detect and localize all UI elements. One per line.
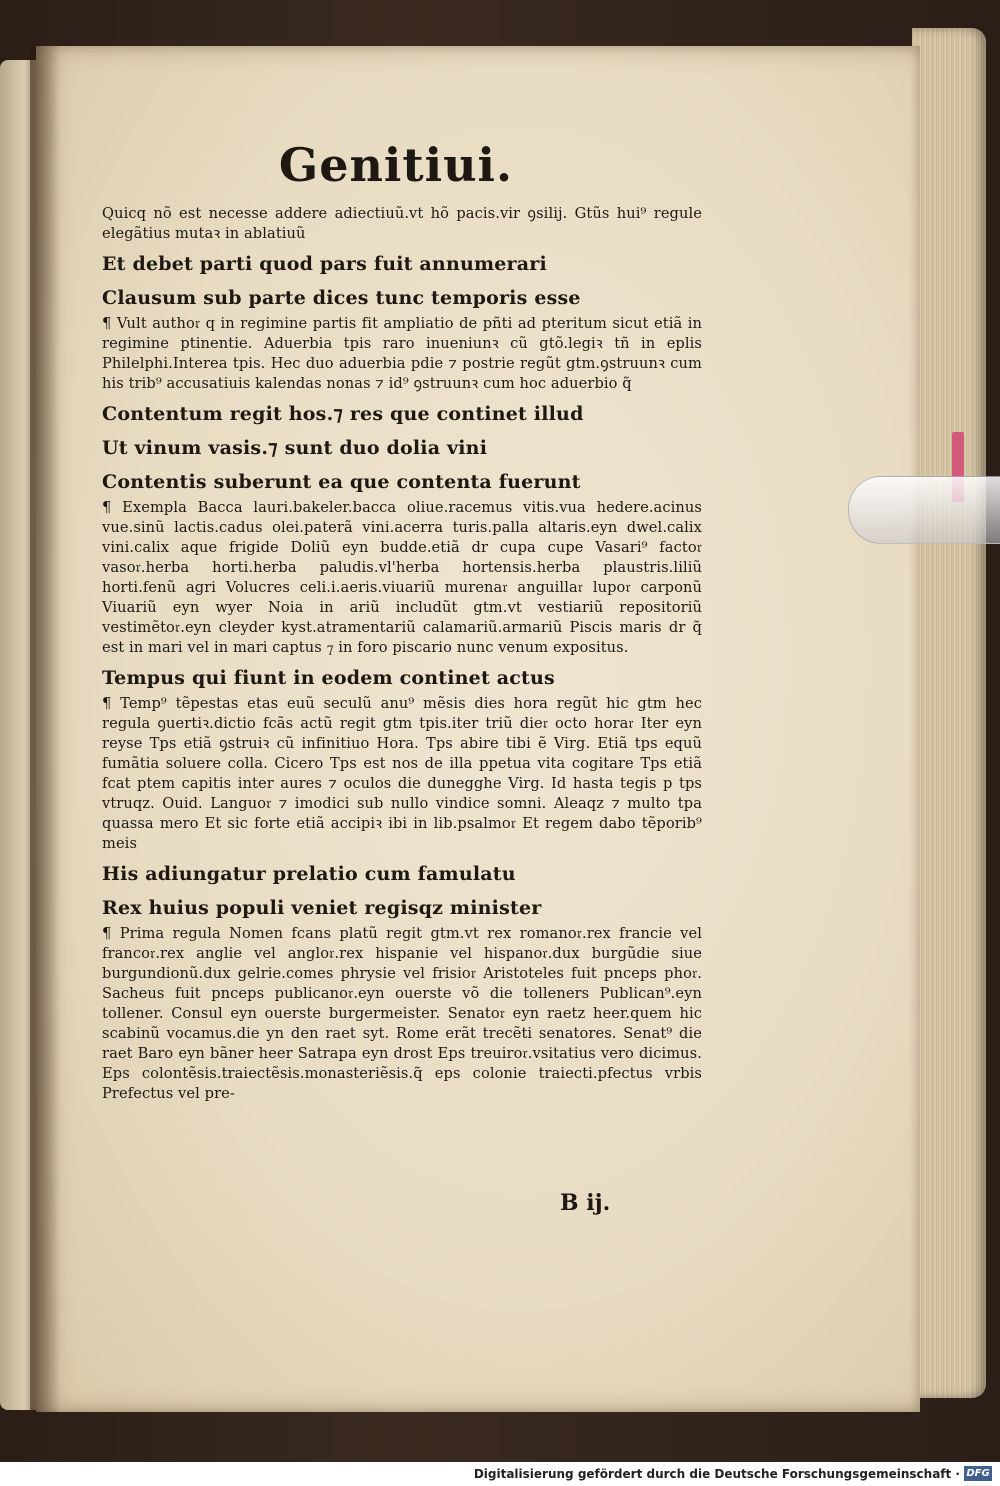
verse-line: Contentis suberunt ea que contenta fuerunt — [102, 471, 581, 493]
verse-line: Clausum sub parte dices tunc temporis esse — [102, 287, 581, 309]
page-heading: Genitiui. — [278, 138, 514, 192]
verse-line: Rex huius populi veniet regisqz minister — [102, 897, 542, 919]
gutter-shadow — [30, 46, 60, 1412]
commentary-paragraph: ¶ Prima regula Nomen fcans platũ regit gtm.vt rex romano𝔯.rex francie vel franco𝔯.rex anglie vel anglo𝔯.rex hispanie vel hispano𝔯.dux burgũdie siue burgundionũ.dux gelrie.comes phrysie vel frisio𝔯 Aristoteles fuit pnceps pho𝔯. Sacheus fuit pnceps publicano𝔯.eyn ouerste võ die tolleners Publican⁹.eyn tollener. Consul eyn ouerste burgermeister. Senato𝔯 eyn raetz heer.quem hic scabinũ vocamus.die yn den raet syt. Rome erãt trecẽti senatores. Senat⁹ die raet Baro eyn bãner heer Satrapa eyn drost Eps treuiro𝔯.vsitatius vero dicimus. Eps colontẽsis.traiectẽsis.monasteriẽsis.q̃ eps colonie traiecti.pfectus vrbis Prefectus vel pre- — [102, 925, 702, 1102]
verse-line: Contentum regit hos.⁊ res que continet illud — [102, 403, 584, 425]
verse-line: Ut vinum vasis.⁊ sunt duo dolia vini — [102, 437, 488, 459]
verse-line: His adiungatur prelatio cum famulatu — [102, 863, 516, 885]
verse-line: Tempus qui fiunt in eodem continet actus — [102, 667, 555, 689]
page-text — [96, 136, 702, 1108]
dfg-logo: DFG — [964, 1466, 992, 1481]
footer-credit: Digitalisierung gefördert durch die Deutsche Forschungsgemeinschaft · — [473, 1467, 960, 1481]
verse-line: Et debet parti quod pars fuit annumerari — [102, 253, 547, 275]
page-fore-edge — [912, 28, 986, 1398]
commentary-paragraph: ¶ Exempla Bacca lauri.bakeler.bacca oliue.racemus vitis.vua hedere.acinus vue.sinũ lactis.cadus olei.paterã vini.acerra turis.palla altaris.eyn dwel.calix vini.calix aque frigide Doliũ eyn budde.etiã dr cupa cupe Vasari⁹ facto𝔯 vaso𝔯.herba horti.herba paludis.vl'herba hortensis.herba plaustris.liliũ horti.fenũ agri Volucres celi.i.aeris.viuariũ murena𝔯 anguilla𝔯 lupo𝔯 carponũ Viuariũ eyn wyer Noia in ariũ includũt gtm.vt vestiariũ repositoriũ vestimẽto𝔯.eyn cleyder kyst.atramentariũ calamariũ.armariũ Piscis maris dr q̃ est in mari vel in mari captus ⁊ in foro piscario nunc venum expositus. — [102, 499, 702, 656]
footer-bar — [0, 1462, 1000, 1486]
signature-mark: B ij. — [560, 1190, 611, 1216]
commentary-paragraph: ¶ Temp⁹ tẽpestas etas euũ seculũ anu⁹ mẽsis dies hora regũt hic gtm hec regula ꝯuertiꝛ.dictio fcãs actũ regit gtm tpis.iter triũ die𝔯 octo hora𝔯 Iter eyn reyse Tps etiã ꝯstruiꝛ cũ infinitiuo Hora. Tps abire tibi ẽ Virg. Etiã tps equũ fumãtia soluere colla. Cicero Tps est nos de illa ppetua vita cogitare Tps etiã fcat ptem capitis inter aures ⁊ oculos die dunegghe Virg. Id hasta tegis p tps vtruqz. Ouid. Languo𝔯 ⁊ imodici sub nullo vindice somni. Aleaqz ⁊ multo tpa quassa mero Et sic forte etiã accipiꝛ ibi in lib.psalmo𝔯 Et regem dabo tẽporib⁹ meis — [102, 695, 702, 852]
commentary-paragraph: ¶ Vult autho𝔯 q in regimine partis fit ampliatio de pñti ad pteritum sicut etiã in regimine ptinentie. Aduerbia tpis raro inueniunꝛ cũ gtõ.legiꝛ tñ in eplis Philelphi.Interea tpis. Hec duo aduerbia pdie ⁊ postrie regũt gtm.ꝯstruunꝛ cum his trib⁹ accusatiuis kalendas nonas ⁊ id⁹ ꝯstruunꝛ cum hoc aduerbio q̃ — [102, 315, 702, 392]
commentary-paragraph: Quicq nõ est necesse addere adiectiuũ.vt hõ pacis.vir ꝯsilij. Gtũs hui⁹ regule elegãtius mutaꝛ in ablatiuũ — [102, 205, 702, 242]
page-clip — [848, 476, 1000, 544]
